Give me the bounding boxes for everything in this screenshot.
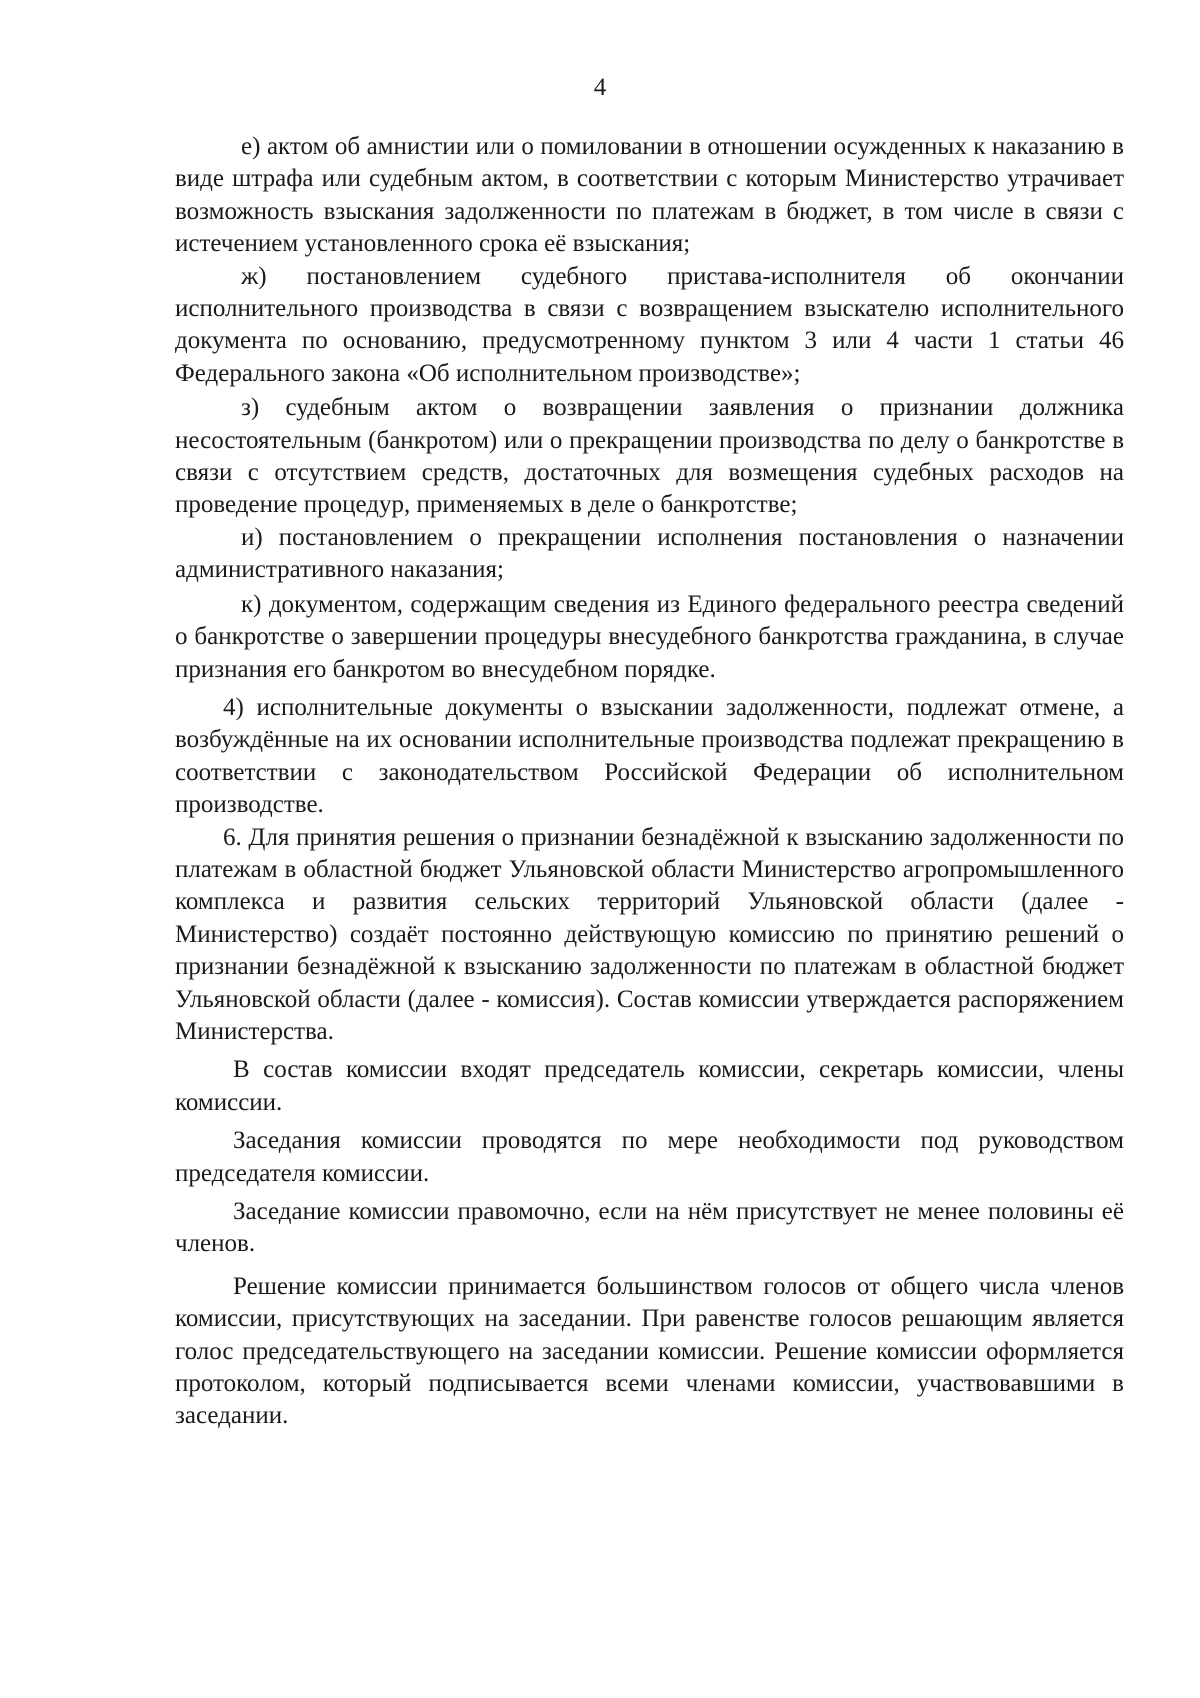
paragraph-i: и) постановлением о прекращении исполнения постановления о назначении административного наказания; [175,523,1124,584]
paragraph-k: к) документом, содержащим сведения из Единого федерального реестра сведений о банкротстве о завершении процедуры внесудебного банкротства гражданина, в случае признания его банкротом во внесудебном порядке. [175,590,1124,683]
paragraph-z: з) судебным актом о возвращении заявления о признании должника несостоятельным (банкротом) или о прекращении производства по делу о банкротстве в связи с отсутствием средств, достаточных для возмещения судебных расходов на проведение процедур, применяемых в деле о банкротстве; [175,394,1124,519]
paragraph-item-4: 4) исполнительные документы о взыскании задолженности, подлежат отмене, а возбуждённые на их основании исполнительные производства подлежат прекращению в соответствии с законодательством Российской Федерации об исполнительном производстве. [175,693,1124,819]
paragraph-section-6: 6. Для принятия решения о признании безнадёжной к взысканию задолженности по платежам в областной бюджет Ульяновской области Министерство агропромышленного комплекса и развития сельских территорий Ульяновской области (далее - Министерство) создаёт постоянно действующую комиссию по принятию решений о признании безнадёжной к взысканию задолженности по платежам в областной бюджет Ульяновской области (далее - комиссия). Состав комиссии утверждается распоряжением Министерства. [175,823,1124,1045]
paragraph-e: е) актом об амнистии или о помиловании в отношении осужденных к наказанию в виде штрафа или судебным актом, в соответствии с которым Министерство утрачивает возможность взыскания задолженности по платежам в бюджет, в том числе в связи с истечением установленного срока её взыскания; [175,133,1124,258]
paragraph-commission-members: В состав комиссии входят председатель комиссии, секретарь комиссии, члены комиссии. [175,1056,1124,1116]
paragraph-decision: Решение комиссии принимается большинством голосов от общего числа членов комиссии, присутствующих на заседании. При равенстве голосов решающим является голос председательствующего на заседании комиссии. Решение комиссии оформляется протоколом, который подписывается всеми членами комиссии, участвовавшими в заседании. [175,1272,1124,1430]
page-number: 4 [593,74,607,101]
paragraph-quorum: Заседание комиссии правомочно, если на нём присутствует не менее половины её членов. [175,1198,1124,1258]
document-body [175,131,1124,1433]
paragraph-meetings: Заседания комиссии проводятся по мере необходимости под руководством председателя комиссии. [175,1127,1124,1187]
paragraph-zh: ж) постановлением судебного пристава-исполнителя об окончании исполнительного производства в связи с возвращением взыскателю исполнительного документа по основанию, предусмотренному пунктом 3 или 4 части 1 статьи 46 Федерального закона «Об исполнительном производстве»; [175,262,1124,387]
